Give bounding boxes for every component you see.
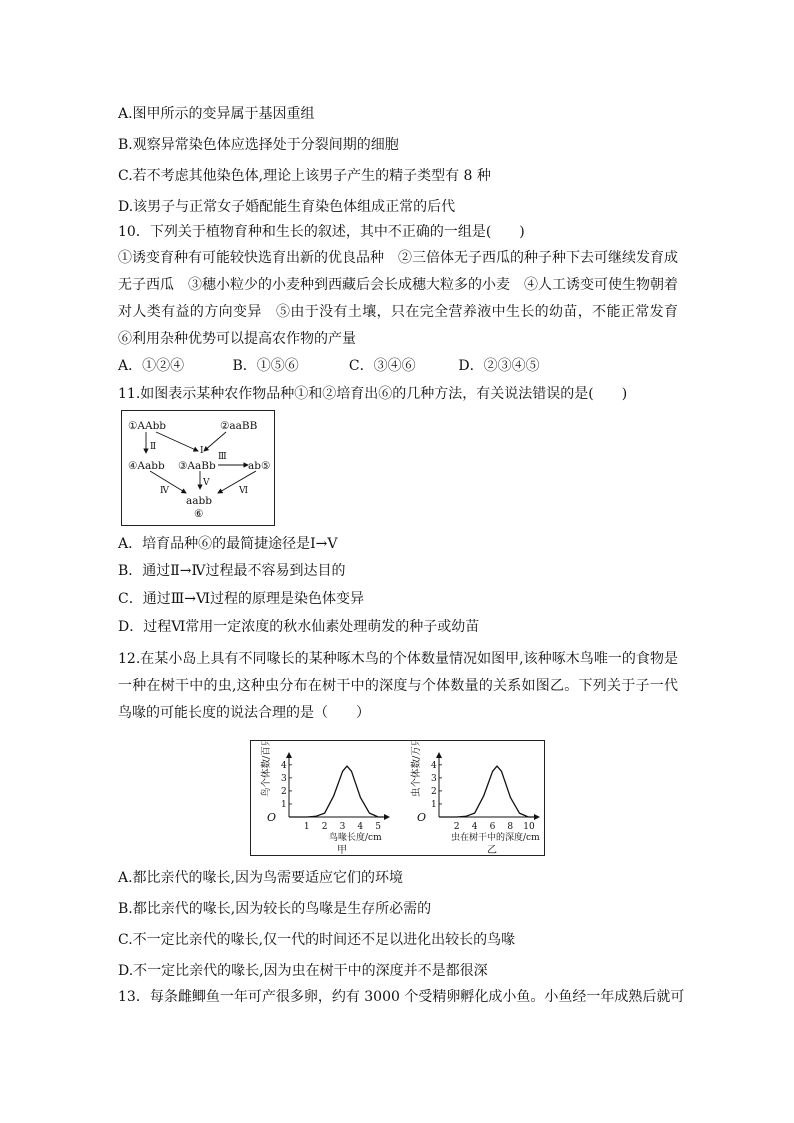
chart-1-x-tick-label: 4: [357, 822, 364, 832]
chart-2-x-tick-label: 8: [507, 822, 514, 832]
q11-option-c: C．通过Ⅲ→Ⅵ过程的原理是染色体变异: [118, 591, 365, 607]
chart-1-series-line: [289, 766, 384, 817]
chart-2-y-tick-label: 4: [431, 760, 437, 771]
q9-option-b: B.观察异常染色体应选择处于分裂间期的细胞: [118, 137, 399, 153]
q10-option-d: D．②③④⑤: [458, 358, 540, 374]
chart-1-x-tick-label: 5: [375, 822, 382, 832]
q9-option-c: C.若不考虑其他染色体,理论上该男子产生的精子类型有 8 种: [118, 168, 491, 184]
q10-body: ①诱变育种有可能较快选育出新的优良品种 ②三倍体无子西瓜的种子种下去可继续发育成无子西瓜 ③穗小粒少的小麦种到西藏后会长成穗大粒多的小麦 ④人工诱变可使生物朝着对人类有益的方向变异 ⑤由于没有土壤，只在完全营养液中生长的幼苗，不能正常发育 ⑥利用杂种优势可以提高农作物的产量: [118, 250, 692, 347]
route-label-2: Ⅱ: [150, 442, 157, 452]
q10-stem: 10．下列关于植物育种和生长的叙述，其中不正确的一组是( ): [118, 224, 525, 240]
route-label-5: Ⅴ: [203, 478, 210, 488]
chart-1-x-label: 鸟喙长度/cm: [329, 833, 382, 843]
chart-2-x-tick-label: 6: [489, 822, 496, 832]
route-label-1: Ⅰ: [200, 446, 204, 456]
chart-1-x-tick-label: 2: [321, 822, 328, 832]
route-label-6: Ⅵ: [239, 486, 249, 496]
chart-1-y-tick-label: 2: [281, 786, 287, 797]
node-1: ①AAbb: [128, 420, 167, 432]
node-4: ④Aabb: [128, 460, 165, 472]
q10-option-b: B．①⑤⑥: [232, 358, 299, 374]
q10-option-a: A．①②④: [118, 358, 185, 374]
node-6-genotype: aabb: [186, 495, 212, 507]
chart-1-x-tick-label: 3: [339, 822, 346, 832]
arrow-n2-to-n3: [204, 432, 226, 451]
chart-2-x-tick-label: 2: [453, 822, 460, 832]
q12-option-b: B.都比亲代的喙长,因为较长的鸟喙是生存所必需的: [118, 901, 432, 917]
q11-option-b: B．通过Ⅱ→Ⅳ过程最不容易到达目的: [118, 563, 346, 579]
chart-2-y-tick-label: 1: [431, 799, 437, 810]
breeding-diagram-svg: [122, 411, 274, 525]
node-5: ab⑤: [248, 460, 271, 472]
q12-option-d: D.不一定比亲代的喙长,因为虫在树干中的深度并不是都很深: [118, 963, 488, 979]
q9-option-d: D.该男子与正常女子婚配能生育染色体组成正常的后代: [118, 199, 456, 215]
q9-option-a: A.图甲所示的变异属于基因重组: [118, 106, 315, 122]
chart-2-caption: 乙: [487, 845, 497, 855]
arrow-n1-to-n3: [156, 432, 198, 451]
charts-svg: [251, 741, 544, 855]
chart-1-y-tick-label: 3: [281, 773, 287, 784]
chart-1-y-tick-label: 1: [281, 799, 287, 810]
chart-2-x-tick-label: 10: [523, 822, 535, 832]
q12-option-a: A.都比亲代的喙长,因为鸟需要适应它们的环境: [118, 870, 404, 886]
q10-options: [118, 356, 540, 376]
chart-2-y-label: 虫个体数/万只: [411, 741, 422, 797]
chart-1-x-tick-label: 1: [303, 822, 310, 832]
q11-stem: 11.如图表示某种农作物品种①和②培育出⑥的几种方法，有关说法错误的是( ): [118, 386, 628, 402]
route-label-3: Ⅲ: [218, 452, 227, 462]
chart-2-x-tick-label: 4: [471, 822, 478, 832]
route-label-4: Ⅳ: [160, 486, 169, 496]
chart-2-series-line: [439, 766, 534, 817]
q12-stem: 12.在某小岛上具有不同喙长的某种啄木鸟的个体数量情况如图甲,该种啄木鸟唯一的食物是一种在树干中的虫,这种虫分布在树干中的深度与个体数量的关系如图乙。下列关于子一代鸟喙的可能长度的说法合理的是（ ）: [118, 651, 678, 721]
chart-2-x-label: 虫在树干中的深度/cm: [451, 833, 540, 843]
node-3: ③AaBb: [178, 460, 216, 472]
beak-depth-charts: [250, 740, 545, 856]
arrow-n5-to-n6: [218, 471, 256, 493]
chart-1-origin: O: [267, 811, 277, 824]
q13-stem: 13．每条雌鲫鱼一年可产很多卵，约有 3000 个受精卵孵化成小鱼。小鱼经一年成熟后就可: [118, 989, 685, 1005]
q12-option-c: C.不一定比亲代的喙长,仅一代的时间还不足以进化出较长的鸟喙: [118, 932, 516, 948]
node-2: ②aaBB: [220, 420, 258, 432]
node-6-label: ⑥: [194, 508, 204, 520]
chart-1-caption: 甲: [337, 845, 347, 855]
chart-2-origin: O: [417, 811, 427, 824]
chart-1-y-tick-label: 4: [281, 760, 287, 771]
q11-option-a: A．培育品种⑥的最简捷途径是Ⅰ→Ⅴ: [118, 536, 338, 552]
breeding-diagram: [121, 410, 275, 526]
chart-1-y-label: 鸟个体数/百只: [261, 741, 272, 797]
chart-2-y-tick-label: 2: [431, 786, 437, 797]
q10-option-c: C．③④⑥: [348, 358, 416, 374]
chart-2-y-tick-label: 3: [431, 773, 437, 784]
q11-option-d: D．过程Ⅵ常用一定浓度的秋水仙素处理萌发的种子或幼苗: [118, 619, 480, 635]
